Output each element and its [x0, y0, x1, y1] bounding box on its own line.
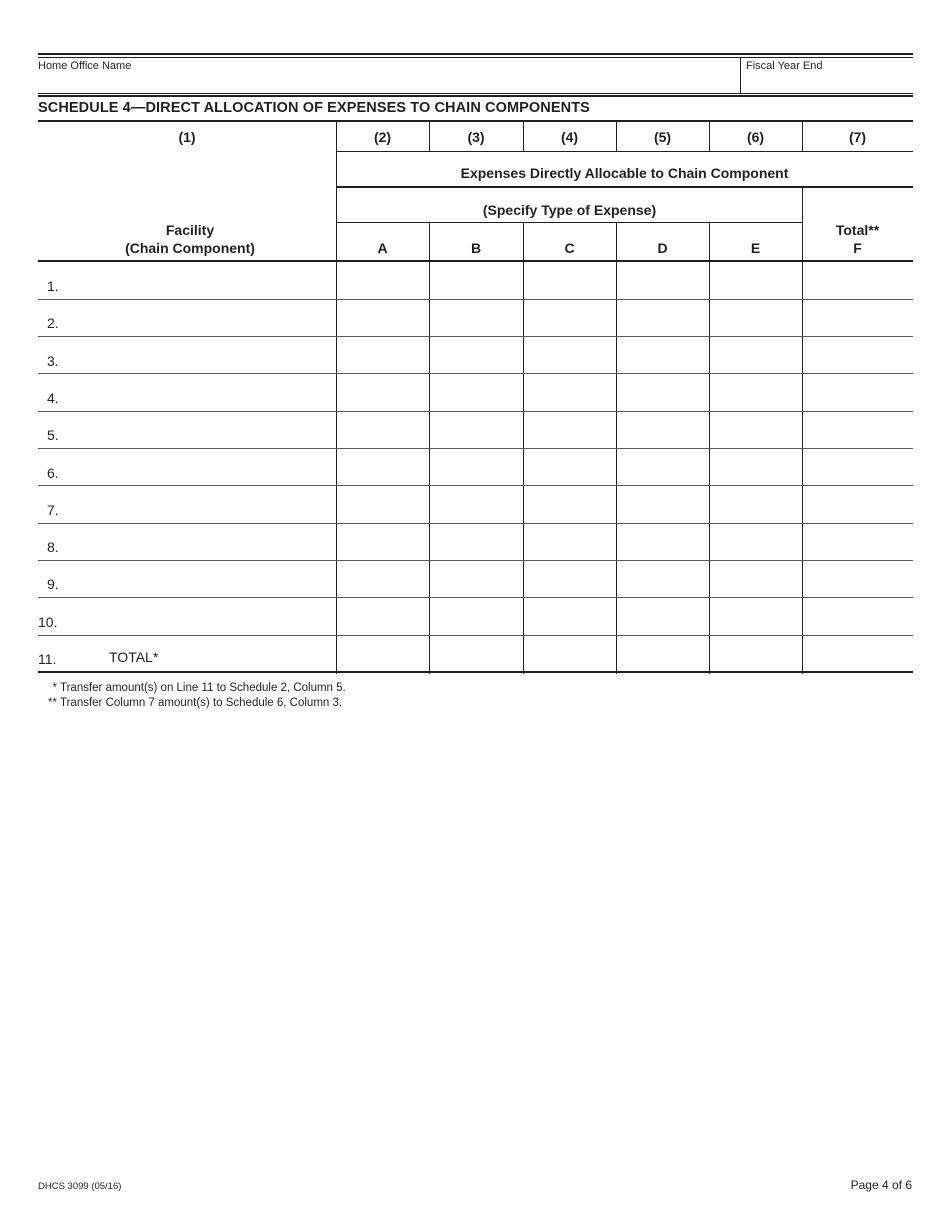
row-amount-cell[interactable] [524, 299, 616, 336]
row-amount-cell[interactable] [524, 486, 616, 523]
page-number: Page 4 of 6 [850, 1178, 912, 1192]
row-amount-cell[interactable] [617, 523, 709, 560]
letter-d: D [657, 240, 668, 256]
row-amount-cell[interactable] [524, 523, 616, 560]
row-amount-cell[interactable] [430, 299, 523, 336]
row-amount-cell[interactable] [617, 337, 709, 374]
footnote-1-text: Transfer amount(s) on Line 11 to Schedule 2, Column 5. [60, 682, 346, 694]
total-heading-label: Total** [835, 222, 880, 238]
row-amount-cell[interactable] [710, 337, 802, 374]
row-amount-cell[interactable] [430, 598, 523, 635]
facility-heading-line1: Facility [165, 222, 215, 238]
letter-a: A [377, 240, 388, 256]
row-amount-cell[interactable] [617, 560, 709, 597]
row-amount-cell[interactable] [337, 449, 429, 486]
row-amount-cell[interactable] [430, 449, 523, 486]
row-amount-cell[interactable] [617, 598, 709, 635]
row-amount-cell[interactable] [337, 374, 429, 411]
footnote-1 [38, 682, 346, 694]
row-amount-cell[interactable] [710, 374, 802, 411]
col-num-3: (3) [467, 129, 485, 145]
row-facility-field[interactable] [109, 276, 329, 294]
home-office-name-field[interactable] [38, 58, 740, 93]
table-top-rule [38, 120, 913, 122]
header-rule-1 [336, 151, 913, 152]
row-facility-field[interactable] [109, 463, 329, 481]
header-bottom-rule-thin [38, 93, 913, 94]
row-number: 1. [47, 278, 59, 294]
row-amount-cell[interactable] [337, 337, 429, 374]
row-facility-field[interactable] [109, 537, 329, 555]
home-office-name-label: Home Office Name [38, 60, 132, 72]
row-amount-cell[interactable] [803, 449, 913, 486]
row-facility-field[interactable] [109, 388, 329, 406]
fiscal-year-end-label: Fiscal Year End [746, 60, 823, 72]
row-amount-cell[interactable] [803, 262, 913, 299]
row-amount-cell[interactable] [430, 486, 523, 523]
row-amount-cell[interactable] [710, 449, 802, 486]
expenses-heading: Expenses Directly Allocable to Chain Component [460, 165, 789, 181]
row-amount-cell[interactable] [617, 262, 709, 299]
row-amount-cell[interactable] [337, 411, 429, 448]
row-number: 8. [47, 539, 59, 556]
row-amount-cell[interactable] [337, 598, 429, 635]
row-number: 9. [47, 576, 59, 593]
header-rule-2 [336, 186, 913, 188]
row-amount-cell[interactable] [710, 486, 802, 523]
row-amount-cell[interactable] [710, 523, 802, 560]
row-amount-cell[interactable] [337, 299, 429, 336]
row-amount-cell[interactable] [430, 337, 523, 374]
row-number: 2. [47, 315, 59, 332]
row-amount-cell[interactable] [524, 598, 616, 635]
facility-heading [38, 221, 342, 257]
col-num-6: (6) [746, 129, 765, 145]
footnote-1-mark: * [52, 682, 57, 694]
row-amount-cell[interactable] [710, 635, 802, 672]
letter-c: C [564, 240, 575, 256]
row-facility-field[interactable]: TOTAL* [109, 649, 159, 665]
row-facility-field[interactable] [109, 500, 329, 518]
row-number: 10. [38, 613, 58, 630]
col-num-1: (1) [178, 129, 196, 145]
row-amount-cell[interactable] [337, 262, 429, 299]
row-amount-cell[interactable] [803, 299, 913, 336]
row-amount-cell[interactable] [524, 449, 616, 486]
row-amount-cell[interactable] [617, 299, 709, 336]
total-heading-letter: F [853, 240, 862, 256]
total-heading [802, 221, 913, 257]
col-num-2: (2) [373, 129, 392, 145]
row-amount-cell[interactable] [803, 523, 913, 560]
row-amount-cell[interactable] [710, 299, 802, 336]
row-amount-cell[interactable] [524, 560, 616, 597]
row-amount-cell[interactable] [617, 635, 709, 672]
row-facility-field[interactable] [109, 425, 329, 443]
col-num-5: (5) [653, 129, 672, 145]
row-amount-cell[interactable] [524, 262, 616, 299]
row-number: 3. [47, 352, 59, 369]
header-bottom-rule-thick [38, 95, 913, 97]
row-number: 5. [47, 427, 59, 444]
row-amount-cell[interactable] [803, 337, 913, 374]
letter-b: B [470, 240, 482, 256]
specify-expense-heading: (Specify Type of Expense) [482, 202, 657, 218]
col-num-7: (7) [848, 129, 867, 145]
row-number: 11. [38, 651, 57, 667]
row-amount-cell[interactable] [803, 635, 913, 672]
row-amount-cell[interactable] [524, 374, 616, 411]
row-amount-cell[interactable] [803, 560, 913, 597]
row-amount-cell[interactable] [617, 374, 709, 411]
row-amount-cell[interactable] [524, 411, 616, 448]
footnote-2-text: Transfer Column 7 amount(s) to Schedule 6, Column 3. [60, 697, 343, 709]
col-num-4: (4) [560, 129, 579, 145]
row-amount-cell[interactable] [524, 337, 616, 374]
letter-e: E [750, 240, 761, 256]
footnote-2-mark: ** [48, 697, 57, 709]
row-amount-cell[interactable] [430, 560, 523, 597]
row-amount-cell[interactable] [803, 374, 913, 411]
row-amount-cell[interactable] [430, 635, 523, 672]
row-amount-cell[interactable] [337, 486, 429, 523]
row-amount-cell[interactable] [430, 374, 523, 411]
row-amount-cell[interactable] [617, 486, 709, 523]
row-amount-cell[interactable] [803, 598, 913, 635]
row-amount-cell[interactable] [430, 523, 523, 560]
table-bottom-rule [38, 671, 913, 673]
facility-heading-line2: (Chain Component) [125, 240, 255, 256]
row-amount-cell[interactable] [430, 262, 523, 299]
fiscal-year-end-field[interactable] [741, 58, 913, 93]
row-amount-cell[interactable] [430, 411, 523, 448]
row-amount-cell[interactable] [710, 560, 802, 597]
form-id: DHCS 3099 (05/16) [38, 1181, 122, 1192]
row-amount-cell[interactable] [337, 635, 429, 672]
header-rule-3 [336, 222, 803, 223]
row-amount-cell[interactable] [617, 449, 709, 486]
row-facility-field[interactable] [109, 574, 329, 592]
row-facility-field[interactable] [109, 612, 329, 630]
schedule-title: SCHEDULE 4—DIRECT ALLOCATION OF EXPENSES TO CHAIN COMPONENTS [38, 100, 590, 116]
row-number: 6. [47, 464, 59, 481]
row-amount-cell[interactable] [524, 635, 616, 672]
row-amount-cell[interactable] [803, 411, 913, 448]
top-rule-thick [38, 53, 913, 55]
row-number: 4. [47, 389, 59, 406]
row-amount-cell[interactable] [337, 523, 429, 560]
footnote-2 [38, 697, 342, 709]
row-amount-cell[interactable] [803, 486, 913, 523]
row-amount-cell[interactable] [710, 262, 802, 299]
row-amount-cell[interactable] [337, 560, 429, 597]
row-number: 7. [47, 501, 59, 518]
row-facility-field[interactable] [109, 313, 329, 331]
row-amount-cell[interactable] [710, 598, 802, 635]
row-amount-cell[interactable] [710, 411, 802, 448]
row-amount-cell[interactable] [617, 411, 709, 448]
row-facility-field[interactable] [109, 351, 329, 369]
